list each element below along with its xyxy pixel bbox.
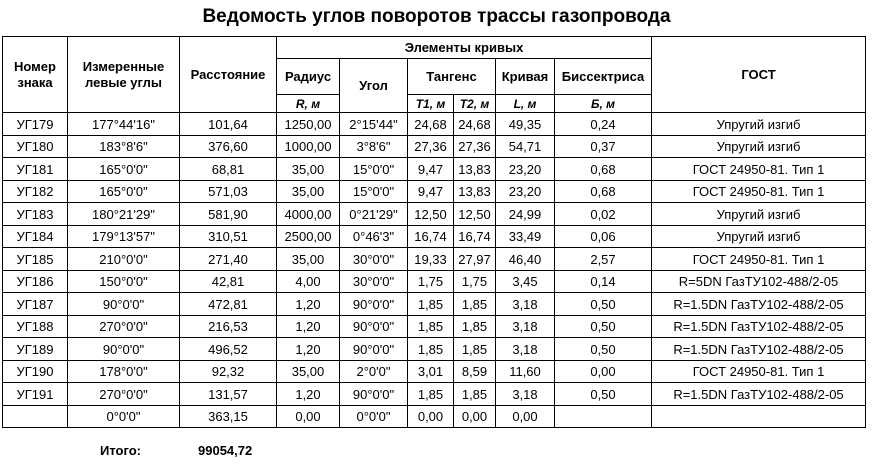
cell-sign: УГ185 xyxy=(3,248,68,271)
table-row xyxy=(3,158,866,181)
cell-curve-length: 3,18 xyxy=(496,316,555,338)
table-row xyxy=(3,271,866,293)
cell-angle: 2°15'44" xyxy=(340,113,408,136)
cell-distance: 310,51 xyxy=(180,226,277,248)
cell-t2: 1,85 xyxy=(454,293,496,316)
table-row xyxy=(3,136,866,158)
total-value: 99054,72 xyxy=(198,443,253,458)
cell-gost xyxy=(652,406,866,428)
table-row xyxy=(3,181,866,203)
cell-t1: 9,47 xyxy=(408,181,454,203)
cell-measured-angle: 0°0'0" xyxy=(68,406,180,428)
cell-curve-length: 23,20 xyxy=(496,158,555,181)
cell-angle: 90°0'0" xyxy=(340,383,408,406)
cell-distance: 216,53 xyxy=(180,316,277,338)
cell-t1: 1,85 xyxy=(408,293,454,316)
cell-distance: 92,32 xyxy=(180,361,277,383)
table-row xyxy=(3,293,866,316)
cell-measured-angle: 90°0'0" xyxy=(68,293,180,316)
cell-angle: 90°0'0" xyxy=(340,293,408,316)
cell-curve-length: 3,18 xyxy=(496,338,555,361)
header-radius: Радиус xyxy=(277,59,340,95)
cell-gost: ГОСТ 24950-81. Тип 1 xyxy=(652,158,866,181)
cell-bisector: 0,68 xyxy=(555,158,652,181)
unit-b: Б, м xyxy=(555,95,652,113)
cell-t2: 8,59 xyxy=(454,361,496,383)
cell-bisector: 0,50 xyxy=(555,316,652,338)
cell-angle: 0°21'29" xyxy=(340,203,408,226)
cell-gost: R=1.5DN ГазТУ102-488/2-05 xyxy=(652,316,866,338)
cell-measured-angle: 270°0'0" xyxy=(68,383,180,406)
document-title: Ведомость углов поворотов трассы газопровода xyxy=(202,6,671,27)
header-tangent: Тангенс xyxy=(408,59,496,95)
total-label: Итого: xyxy=(100,443,141,458)
cell-sign: УГ189 xyxy=(3,338,68,361)
cell-measured-angle: 180°21'29" xyxy=(68,203,180,226)
cell-curve-length: 3,18 xyxy=(496,383,555,406)
cell-radius: 4000,00 xyxy=(277,203,340,226)
cell-bisector: 0,37 xyxy=(555,136,652,158)
cell-sign: УГ180 xyxy=(3,136,68,158)
cell-t1: 3,01 xyxy=(408,361,454,383)
cell-gost: Упругий изгиб xyxy=(652,203,866,226)
cell-t1: 1,85 xyxy=(408,338,454,361)
header-bisector: Биссектриса xyxy=(555,59,652,95)
cell-curve-length: 3,18 xyxy=(496,293,555,316)
cell-radius: 1,20 xyxy=(277,316,340,338)
cell-sign xyxy=(3,406,68,428)
cell-sign: УГ183 xyxy=(3,203,68,226)
cell-angle: 2°0'0" xyxy=(340,361,408,383)
table-row xyxy=(3,383,866,406)
table-row xyxy=(3,248,866,271)
cell-angle: 30°0'0" xyxy=(340,271,408,293)
cell-radius: 4,00 xyxy=(277,271,340,293)
cell-curve-length: 49,35 xyxy=(496,113,555,136)
cell-sign: УГ179 xyxy=(3,113,68,136)
cell-radius: 35,00 xyxy=(277,181,340,203)
cell-t2: 27,36 xyxy=(454,136,496,158)
total-row xyxy=(0,443,873,459)
cell-measured-angle: 90°0'0" xyxy=(68,338,180,361)
cell-angle: 3°8'6" xyxy=(340,136,408,158)
cell-radius: 0,00 xyxy=(277,406,340,428)
cell-angle: 0°0'0" xyxy=(340,406,408,428)
cell-bisector: 0,50 xyxy=(555,293,652,316)
cell-measured-angle: 210°0'0" xyxy=(68,248,180,271)
cell-gost: ГОСТ 24950-81. Тип 1 xyxy=(652,248,866,271)
cell-gost: Упругий изгиб xyxy=(652,226,866,248)
table-row xyxy=(3,406,866,428)
cell-t1: 27,36 xyxy=(408,136,454,158)
cell-radius: 2500,00 xyxy=(277,226,340,248)
cell-distance: 131,57 xyxy=(180,383,277,406)
cell-distance: 496,52 xyxy=(180,338,277,361)
cell-curve-length: 46,40 xyxy=(496,248,555,271)
header-curve-elements: Элементы кривых xyxy=(277,37,652,59)
cell-bisector: 0,00 xyxy=(555,361,652,383)
cell-t1: 0,00 xyxy=(408,406,454,428)
cell-distance: 271,40 xyxy=(180,248,277,271)
cell-t2: 12,50 xyxy=(454,203,496,226)
cell-radius: 1,20 xyxy=(277,383,340,406)
cell-gost: R=5DN ГазТУ102-488/2-05 xyxy=(652,271,866,293)
header-measured-angle: Измеренные левые углы xyxy=(68,37,180,113)
cell-radius: 1000,00 xyxy=(277,136,340,158)
cell-sign: УГ187 xyxy=(3,293,68,316)
angles-table xyxy=(2,36,866,428)
cell-radius: 1,20 xyxy=(277,338,340,361)
cell-bisector: 2,57 xyxy=(555,248,652,271)
cell-sign: УГ191 xyxy=(3,383,68,406)
cell-radius: 35,00 xyxy=(277,361,340,383)
cell-t2: 1,85 xyxy=(454,383,496,406)
cell-curve-length: 0,00 xyxy=(496,406,555,428)
cell-measured-angle: 165°0'0" xyxy=(68,158,180,181)
cell-angle: 90°0'0" xyxy=(340,338,408,361)
table-body xyxy=(3,113,866,428)
cell-angle: 90°0'0" xyxy=(340,316,408,338)
unit-l: L, м xyxy=(496,95,555,113)
cell-bisector: 0,50 xyxy=(555,338,652,361)
cell-t1: 1,85 xyxy=(408,383,454,406)
cell-bisector: 0,02 xyxy=(555,203,652,226)
cell-distance: 68,81 xyxy=(180,158,277,181)
cell-t2: 24,68 xyxy=(454,113,496,136)
cell-t2: 13,83 xyxy=(454,158,496,181)
cell-bisector: 0,68 xyxy=(555,181,652,203)
cell-distance: 571,03 xyxy=(180,181,277,203)
cell-measured-angle: 178°0'0" xyxy=(68,361,180,383)
cell-distance: 581,90 xyxy=(180,203,277,226)
table-row xyxy=(3,316,866,338)
cell-bisector: 0,50 xyxy=(555,383,652,406)
header-sign-no: Номер знака xyxy=(3,37,68,113)
cell-gost: Упругий изгиб xyxy=(652,113,866,136)
cell-t2: 16,74 xyxy=(454,226,496,248)
header-gost: ГОСТ xyxy=(652,37,866,113)
cell-t1: 19,33 xyxy=(408,248,454,271)
cell-sign: УГ190 xyxy=(3,361,68,383)
cell-radius: 1,20 xyxy=(277,293,340,316)
cell-radius: 1250,00 xyxy=(277,113,340,136)
table-row xyxy=(3,113,866,136)
header-distance: Расстояние xyxy=(180,37,277,113)
cell-gost: R=1.5DN ГазТУ102-488/2-05 xyxy=(652,293,866,316)
cell-gost: Упругий изгиб xyxy=(652,136,866,158)
cell-distance: 101,64 xyxy=(180,113,277,136)
cell-curve-length: 23,20 xyxy=(496,181,555,203)
table-row xyxy=(3,203,866,226)
cell-sign: УГ181 xyxy=(3,158,68,181)
cell-t2: 1,85 xyxy=(454,316,496,338)
table-row xyxy=(3,338,866,361)
cell-bisector xyxy=(555,406,652,428)
cell-distance: 42,81 xyxy=(180,271,277,293)
cell-measured-angle: 165°0'0" xyxy=(68,181,180,203)
cell-t1: 16,74 xyxy=(408,226,454,248)
table-row xyxy=(3,361,866,383)
cell-curve-length: 3,45 xyxy=(496,271,555,293)
header-curve: Кривая xyxy=(496,59,555,95)
cell-t2: 0,00 xyxy=(454,406,496,428)
cell-gost: R=1.5DN ГазТУ102-488/2-05 xyxy=(652,383,866,406)
cell-bisector: 0,14 xyxy=(555,271,652,293)
header-angle: Угол xyxy=(340,59,408,113)
cell-angle: 0°46'3" xyxy=(340,226,408,248)
cell-bisector: 0,24 xyxy=(555,113,652,136)
cell-distance: 363,15 xyxy=(180,406,277,428)
cell-sign: УГ182 xyxy=(3,181,68,203)
cell-t1: 1,85 xyxy=(408,316,454,338)
cell-radius: 35,00 xyxy=(277,248,340,271)
cell-radius: 35,00 xyxy=(277,158,340,181)
cell-distance: 376,60 xyxy=(180,136,277,158)
cell-gost: ГОСТ 24950-81. Тип 1 xyxy=(652,361,866,383)
cell-measured-angle: 177°44'16" xyxy=(68,113,180,136)
cell-gost: R=1.5DN ГазТУ102-488/2-05 xyxy=(652,338,866,361)
cell-measured-angle: 183°8'6" xyxy=(68,136,180,158)
table-row xyxy=(3,226,866,248)
cell-t1: 12,50 xyxy=(408,203,454,226)
cell-curve-length: 11,60 xyxy=(496,361,555,383)
cell-distance: 472,81 xyxy=(180,293,277,316)
cell-sign: УГ188 xyxy=(3,316,68,338)
cell-sign: УГ184 xyxy=(3,226,68,248)
cell-t1: 24,68 xyxy=(408,113,454,136)
unit-r: R, м xyxy=(277,95,340,113)
unit-t2: T2, м xyxy=(454,95,496,113)
cell-t2: 27,97 xyxy=(454,248,496,271)
cell-curve-length: 33,49 xyxy=(496,226,555,248)
cell-sign: УГ186 xyxy=(3,271,68,293)
cell-t2: 1,85 xyxy=(454,338,496,361)
cell-curve-length: 54,71 xyxy=(496,136,555,158)
cell-angle: 15°0'0" xyxy=(340,158,408,181)
cell-t1: 1,75 xyxy=(408,271,454,293)
cell-curve-length: 24,99 xyxy=(496,203,555,226)
cell-gost: ГОСТ 24950-81. Тип 1 xyxy=(652,181,866,203)
cell-t2: 13,83 xyxy=(454,181,496,203)
cell-measured-angle: 150°0'0" xyxy=(68,271,180,293)
cell-bisector: 0,06 xyxy=(555,226,652,248)
cell-measured-angle: 179°13'57" xyxy=(68,226,180,248)
cell-t1: 9,47 xyxy=(408,158,454,181)
unit-t1: T1, м xyxy=(408,95,454,113)
cell-angle: 15°0'0" xyxy=(340,181,408,203)
cell-measured-angle: 270°0'0" xyxy=(68,316,180,338)
cell-angle: 30°0'0" xyxy=(340,248,408,271)
cell-t2: 1,75 xyxy=(454,271,496,293)
